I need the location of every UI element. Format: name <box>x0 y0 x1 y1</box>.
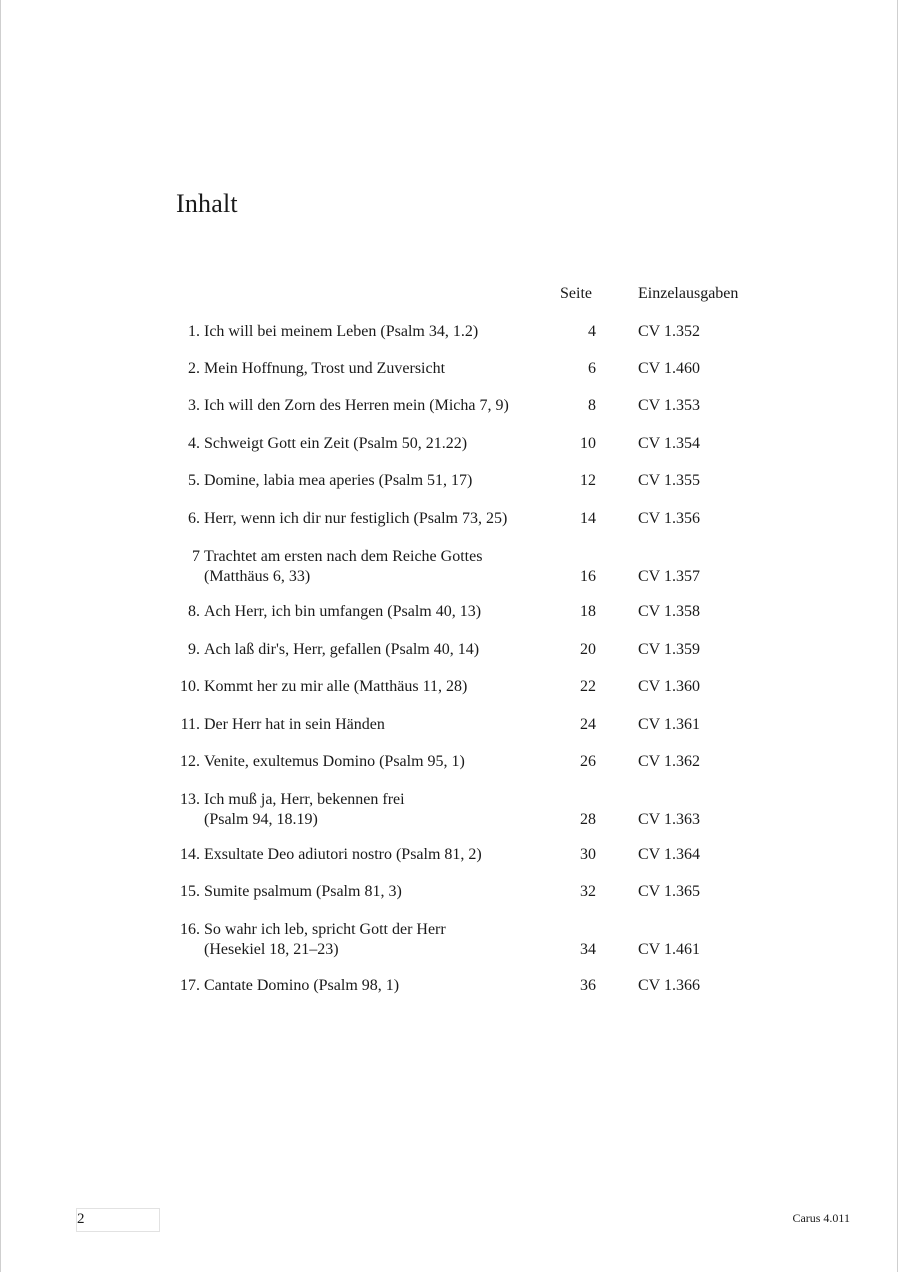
toc-entry-number: 6. <box>188 510 200 527</box>
toc-entry-page: 4 <box>588 323 596 340</box>
toc-entry-title <box>204 434 544 454</box>
toc-entry-title-line1: Kommt her zu mir alle (Matthäus 11, 28) <box>204 678 468 695</box>
toc-entry-title <box>204 640 544 660</box>
toc-entry-cv-number: CV 1.358 <box>638 603 700 620</box>
toc-entry-number: 4. <box>188 435 200 452</box>
toc-entry-title-line2: (Psalm 94, 18.19) <box>204 811 318 828</box>
toc-entry-title-line1: Mein Hoffnung, Trost und Zuversicht <box>204 360 446 377</box>
toc-entry-title-line1: Venite, exultemus Domino (Psalm 95, 1) <box>204 753 465 770</box>
toc-entry-cv-number: CV 1.362 <box>638 753 700 770</box>
toc-entry-title <box>204 752 544 772</box>
toc-entry-title-line2: (Matthäus 6, 33) <box>204 568 311 585</box>
footer-publisher: Carus 4.011 <box>792 1211 850 1225</box>
toc-entry-page: 6 <box>588 360 596 377</box>
toc-entry-cv-number: CV 1.357 <box>638 568 700 585</box>
toc-entry-title-line1: Ich muß ja, Herr, bekennen frei <box>204 791 405 808</box>
toc-entry-page: 32 <box>580 883 596 900</box>
toc-entry-title-line2: (Hesekiel 18, 21–23) <box>204 941 339 958</box>
toc-entry-cv-number: CV 1.360 <box>638 678 700 695</box>
toc-entry-page: 10 <box>580 435 596 452</box>
toc-entry-cv-number: CV 1.366 <box>638 977 700 994</box>
toc-entry-title-line1: Herr, wenn ich dir nur festiglich (Psalm 73, 25) <box>204 510 508 527</box>
toc-entry-number: 1. <box>188 323 200 340</box>
toc-entry-page: 34 <box>580 941 596 958</box>
toc-entry-title-line1: Domine, labia mea aperies (Psalm 51, 17) <box>204 472 473 489</box>
toc-entry-number: 15. <box>180 883 200 900</box>
toc-entry-title <box>204 359 544 379</box>
toc-entry-cv-number: CV 1.353 <box>638 397 700 414</box>
toc-entry-title <box>204 790 544 830</box>
toc-entry-cv-number: CV 1.361 <box>638 716 700 733</box>
toc-entry-title-line1: Ach Herr, ich bin umfangen (Psalm 40, 13) <box>204 603 482 620</box>
toc-entry-page: 18 <box>580 603 596 620</box>
toc-entry-page: 36 <box>580 977 596 994</box>
toc-entry-page: 26 <box>580 753 596 770</box>
toc-entry-title <box>204 920 544 960</box>
toc-entry-number: 2. <box>188 360 200 377</box>
toc-entry-page: 24 <box>580 716 596 733</box>
toc-entry-title-line1: Ich will den Zorn des Herren mein (Micha 7, 9) <box>204 397 509 414</box>
toc-entry-page: 8 <box>588 397 596 414</box>
toc-entry-page: 22 <box>580 678 596 695</box>
toc-entry-number: 3. <box>188 397 200 414</box>
toc-entry-title <box>204 882 544 902</box>
toc-entry-title <box>204 547 544 587</box>
toc-entry-page: 16 <box>580 568 596 585</box>
toc-entry-number: 17. <box>180 977 200 994</box>
footer-page-box <box>76 1208 160 1232</box>
toc-entry-title <box>204 322 544 342</box>
toc-entry-number: 10. <box>180 678 200 695</box>
toc-entry-cv-number: CV 1.364 <box>638 846 700 863</box>
toc-entry-number: 12. <box>180 753 200 770</box>
column-header-einzelausgaben: Einzelausgaben <box>638 285 739 302</box>
toc-entry-title-line1: Sumite psalmum (Psalm 81, 3) <box>204 883 402 900</box>
toc-entry-cv-number: CV 1.356 <box>638 510 700 527</box>
toc-entry-number: 14. <box>180 846 200 863</box>
toc-entry-title <box>204 976 544 996</box>
toc-entry-title <box>204 677 544 697</box>
toc-entry-cv-number: CV 1.461 <box>638 941 700 958</box>
page-title: Inhalt <box>176 189 238 218</box>
toc-entry-cv-number: CV 1.365 <box>638 883 700 900</box>
footer-page-number: 2 <box>77 1211 85 1227</box>
toc-entry-page: 12 <box>580 472 596 489</box>
toc-entry-title <box>204 396 544 416</box>
toc-entry-title-line1: Trachtet am ersten nach dem Reiche Gottes <box>204 548 483 565</box>
toc-entry-title-line1: Ich will bei meinem Leben (Psalm 34, 1.2) <box>204 323 479 340</box>
toc-entry-number: 16. <box>180 921 200 938</box>
toc-entry-page: 14 <box>580 510 596 527</box>
toc-entry-number: 8. <box>188 603 200 620</box>
toc-entry-page: 28 <box>580 811 596 828</box>
toc-entry-title-line1: Cantate Domino (Psalm 98, 1) <box>204 977 400 994</box>
toc-entry-title-line1: Schweigt Gott ein Zeit (Psalm 50, 21.22) <box>204 435 468 452</box>
toc-entry-title <box>204 471 544 491</box>
toc-entry-title <box>204 715 544 735</box>
toc-entry-number: 11. <box>180 716 200 733</box>
toc-entry-cv-number: CV 1.359 <box>638 641 700 658</box>
toc-entry-title-line1: Der Herr hat in sein Händen <box>204 716 385 733</box>
toc-entry-number: 9. <box>188 641 200 658</box>
toc-entry-cv-number: CV 1.355 <box>638 472 700 489</box>
toc-entry-cv-number: CV 1.352 <box>638 323 700 340</box>
toc-entry-title-line1: Exsultate Deo adiutori nostro (Psalm 81, 2) <box>204 846 482 863</box>
toc-entry-cv-number: CV 1.460 <box>638 360 700 377</box>
toc-entry-title <box>204 509 544 529</box>
toc-entry-title-line1: Ach laß dir's, Herr, gefallen (Psalm 40, 14) <box>204 641 480 658</box>
toc-entry-number: 13. <box>180 791 200 808</box>
column-header-seite: Seite <box>560 285 592 302</box>
toc-entry-title <box>204 845 544 865</box>
toc-entry-page: 30 <box>580 846 596 863</box>
toc-entry-number: 7 <box>192 548 200 565</box>
toc-entry-number: 5. <box>188 472 200 489</box>
toc-entry-title-line1: So wahr ich leb, spricht Gott der Herr <box>204 921 446 938</box>
toc-entry-page: 20 <box>580 641 596 658</box>
toc-entry-cv-number: CV 1.363 <box>638 811 700 828</box>
toc-entry-title <box>204 602 544 622</box>
toc-entry-cv-number: CV 1.354 <box>638 435 700 452</box>
